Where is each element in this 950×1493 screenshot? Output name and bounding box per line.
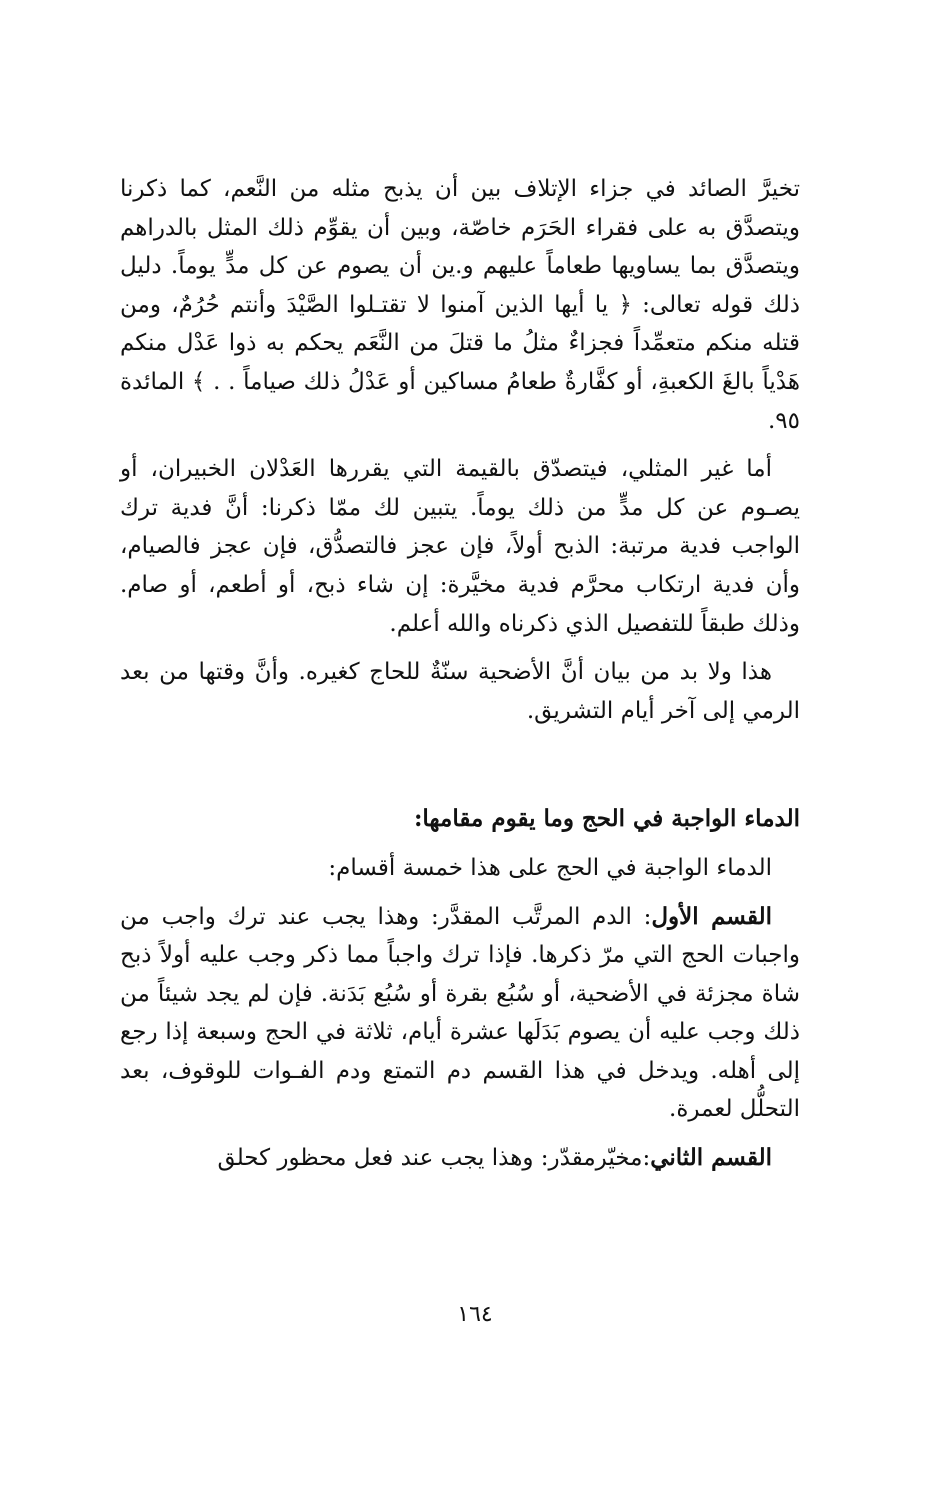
paragraph-hunting-penalty: تخيرَّ الصائد في جزاء الإتلاف بين أن يذبح مثله من النَّعم، كما ذكرنا ويتصدَّق به على فقراء الحَرَم خاصّة، وبين أن يقوِّم ذلك المثل بالدراهم ويتصدَّق بما يساويها طعاماً عليهم و.ين أن يصوم عن كل مدٍّ يوماً. دليل ذلك قوله تعالى: ﴿ يا أيها الذين آمنوا لا تقتـلوا الصَّيْدَ وأنتم حُرُمٌ، ومن قتله منكم متعمِّداً فجزاءٌ مثلُ ما قتلَ من النَّعَم يحكم به ذوا عَدْل منكم هَدْياً بالغَ الكعبةِ، أو كفَّارةٌ طعامُ مساكين أو عَدْلُ ذلك صياماً . . ﴾ المائدة ٩٥. (120, 176, 800, 434)
part-two-text: :مخيّرمقدّر: وهذا يجب عند فعل محظور كحلق (217, 1145, 651, 1172)
page-number: ١٦٤ (457, 1302, 493, 1327)
paragraph-non-similar-game: أما غير المثلي، فيتصدّق بالقيمة التي يقررها العَدْلان الخبيران، أو يصـوم عن كل مدٍّ من ذلك يوماً. يتبين لك ممّا ذكرنا: أنَّ فدية ترك الواجب فدية مرتبة: الذبح أولاً، فإن عجز فالتصدُّق، فإن عجز فالصيام، وأن فدية ارتكاب محرَّم فدية مخيَّرة: إن شاء ذبح، أو أطعم، أو صام. وذلك طبقاً للتفصيل الذي ذكرناه والله أعلم. (120, 456, 800, 637)
paragraph-gap (120, 440, 800, 450)
paragraph-gap (120, 839, 800, 849)
paragraph-gap (120, 1129, 800, 1139)
paragraph-gap (120, 888, 800, 898)
paragraph-sacrifice-sunnah: هذا ولا بد من بيان أنَّ الأضحية سنّةٌ للحاج كغيره. وأنَّ وقتها من بعد الرمي إلى آخر أيام التشريق. (120, 659, 800, 724)
section-heading: الدماء الواجبة في الحج وما يقوم مقامها: (413, 805, 800, 833)
paragraph-part-one (120, 898, 800, 1130)
part-one-text: : الدم المرتَّب المقدَّر: وهذا يجب عند ترك واجب من واجبات الحج التي مرّ ذكرها. فإذا ترك واجباً مما ذكر وجب عليه أولاً ذبح شاة مجزئة في الأضحية، أو سُبُع بقرة أو سُبُع بَدَنة. فإن لم يجد شيئاً من ذلك وجب عليه أن يصوم بَدَلَها عشرة أيام، ثلاثة في الحج وسبعة إذا رجع إلى أهله. ويدخل في هذا القسم دم التمتع ودم الفـوات للوقوف، بعد التحلُّل لعمرة. (120, 903, 800, 1123)
paragraph-gap (120, 643, 800, 653)
section-gap (120, 730, 800, 800)
book-page (120, 170, 800, 1178)
section-intro: الدماء الواجبة في الحج على هذا خمسة أقسام: (328, 854, 772, 881)
paragraph-part-two (120, 1139, 800, 1178)
part-two-label: القسم الثاني (650, 1144, 772, 1172)
part-one-label: القسم الأول (651, 902, 772, 930)
